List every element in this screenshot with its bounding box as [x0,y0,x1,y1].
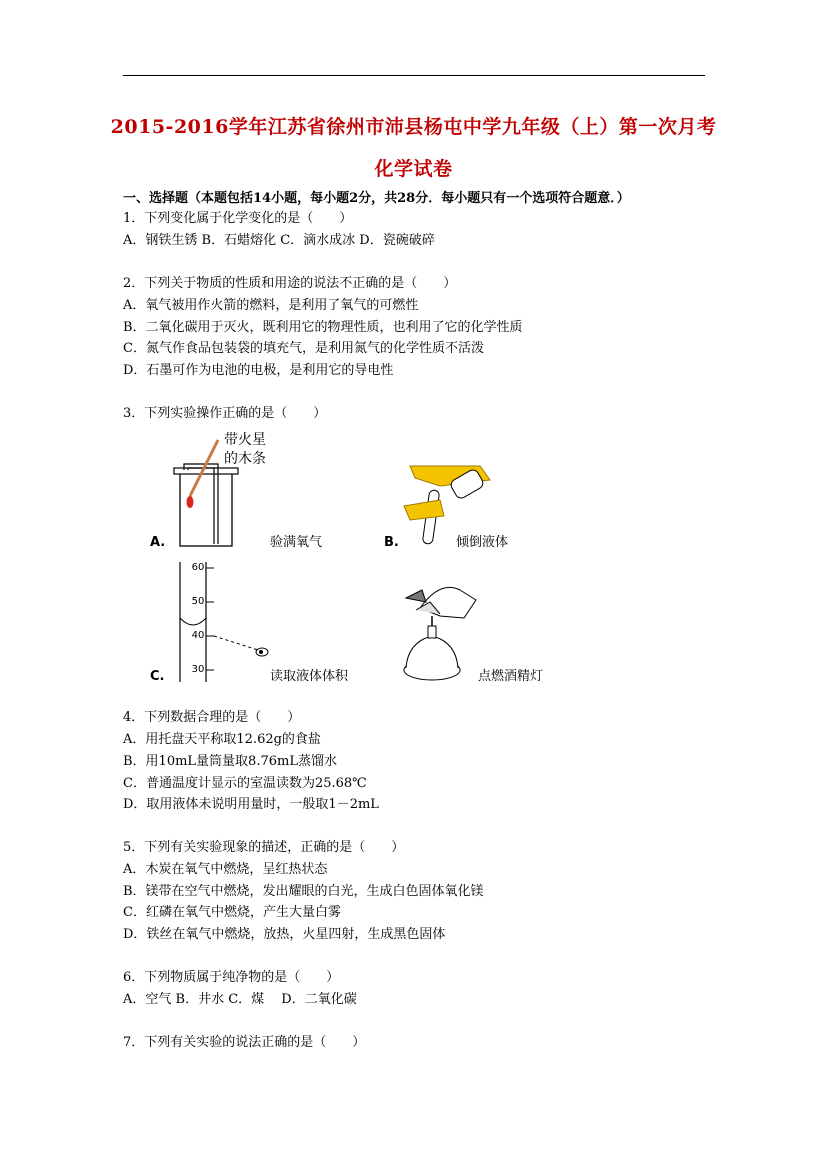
header-rule [123,75,705,76]
section-heading: 一、选择题（本题包括14小题，每小题2分，共28分．每小题只有一个选项符合题意．） [123,191,630,206]
question-option: A．木炭在氧气中燃烧，呈红热状态 [123,862,328,877]
flame-icon [187,496,194,508]
question-stem: 5．下列有关实验现象的描述，正确的是（ ） [123,840,405,855]
page-subtitle: 化学试卷 [374,158,453,180]
question-option: D．取用液体未说明用量时，一般取1－2mL [123,797,379,812]
question-stem: 4．下列数据合理的是（ ） [123,710,301,725]
question-option: B．镁带在空气中燃烧，发出耀眼的白光，生成白色固体氧化镁 [123,884,484,899]
experiment-figure [140,430,580,690]
question-option: B．二氧化碳用于灭火，既利用它的物理性质，也利用了它的化学性质 [123,320,523,335]
panel-caption: 点燃酒精灯 [478,669,544,684]
question-stem: 6．下列物质属于纯净物的是（ ） [123,970,340,985]
page-title: 2015-2016学年江苏省徐州市沛县杨屯中学九年级（上）第一次月考 [110,116,717,138]
question-option: D．石墨可作为电池的电极，是利用它的导电性 [123,363,394,378]
question-stem: 1．下列变化属于化学变化的是（ ） [123,211,353,226]
annotation-text: 的木条 [224,451,266,467]
panel-b [384,466,508,550]
question-option: C．红磷在氧气中燃烧，产生大量白雾 [123,905,341,920]
question-option: A．钢铁生锈 B．石蜡熔化 C．滴水成冰 D．瓷碗破碎 [123,233,435,248]
question-stem: 2．下列关于物质的性质和用途的说法不正确的是（ ） [123,276,457,291]
question-option: A．用托盘天平称取12.62g的食盐 [123,732,321,747]
tick-label: 50 [191,596,205,607]
panel-label: B. [384,535,399,550]
question-option: C．氮气作食品包装袋的填充气，是利用氮气的化学性质不活泼 [123,341,484,356]
panel-caption: 读取液体体积 [270,669,349,684]
tick-label: 60 [191,562,205,573]
panel-c [150,562,349,684]
question-stem: 7．下列有关实验的说法正确的是（ ） [123,1035,366,1050]
question-stem: 3．下列实验操作正确的是（ ） [123,406,327,421]
question-option: B．用10mL量筒量取8.76mL蒸馏水 [123,754,337,769]
annotation-text: 带火星 [224,432,266,448]
panel-label: C. [150,669,165,684]
panel-a [150,431,322,550]
panel-caption: 倾倒液体 [456,535,509,550]
panel-label: A. [150,535,166,550]
question-option: A．氧气被用作火箭的燃料，是利用了氧气的可燃性 [123,298,419,313]
tick-label: 30 [191,664,205,675]
tick-label: 40 [191,630,205,641]
panel-d [404,587,543,684]
question-option: A．空气 B．井水 C．煤 D．二氧化碳 [123,992,357,1007]
question-option: C．普通温度计显示的室温读数为25.68℃ [123,776,367,791]
panel-caption: 验满氧气 [270,535,323,550]
question-option: D．铁丝在氧气中燃烧，放热，火星四射，生成黑色固体 [123,927,446,942]
